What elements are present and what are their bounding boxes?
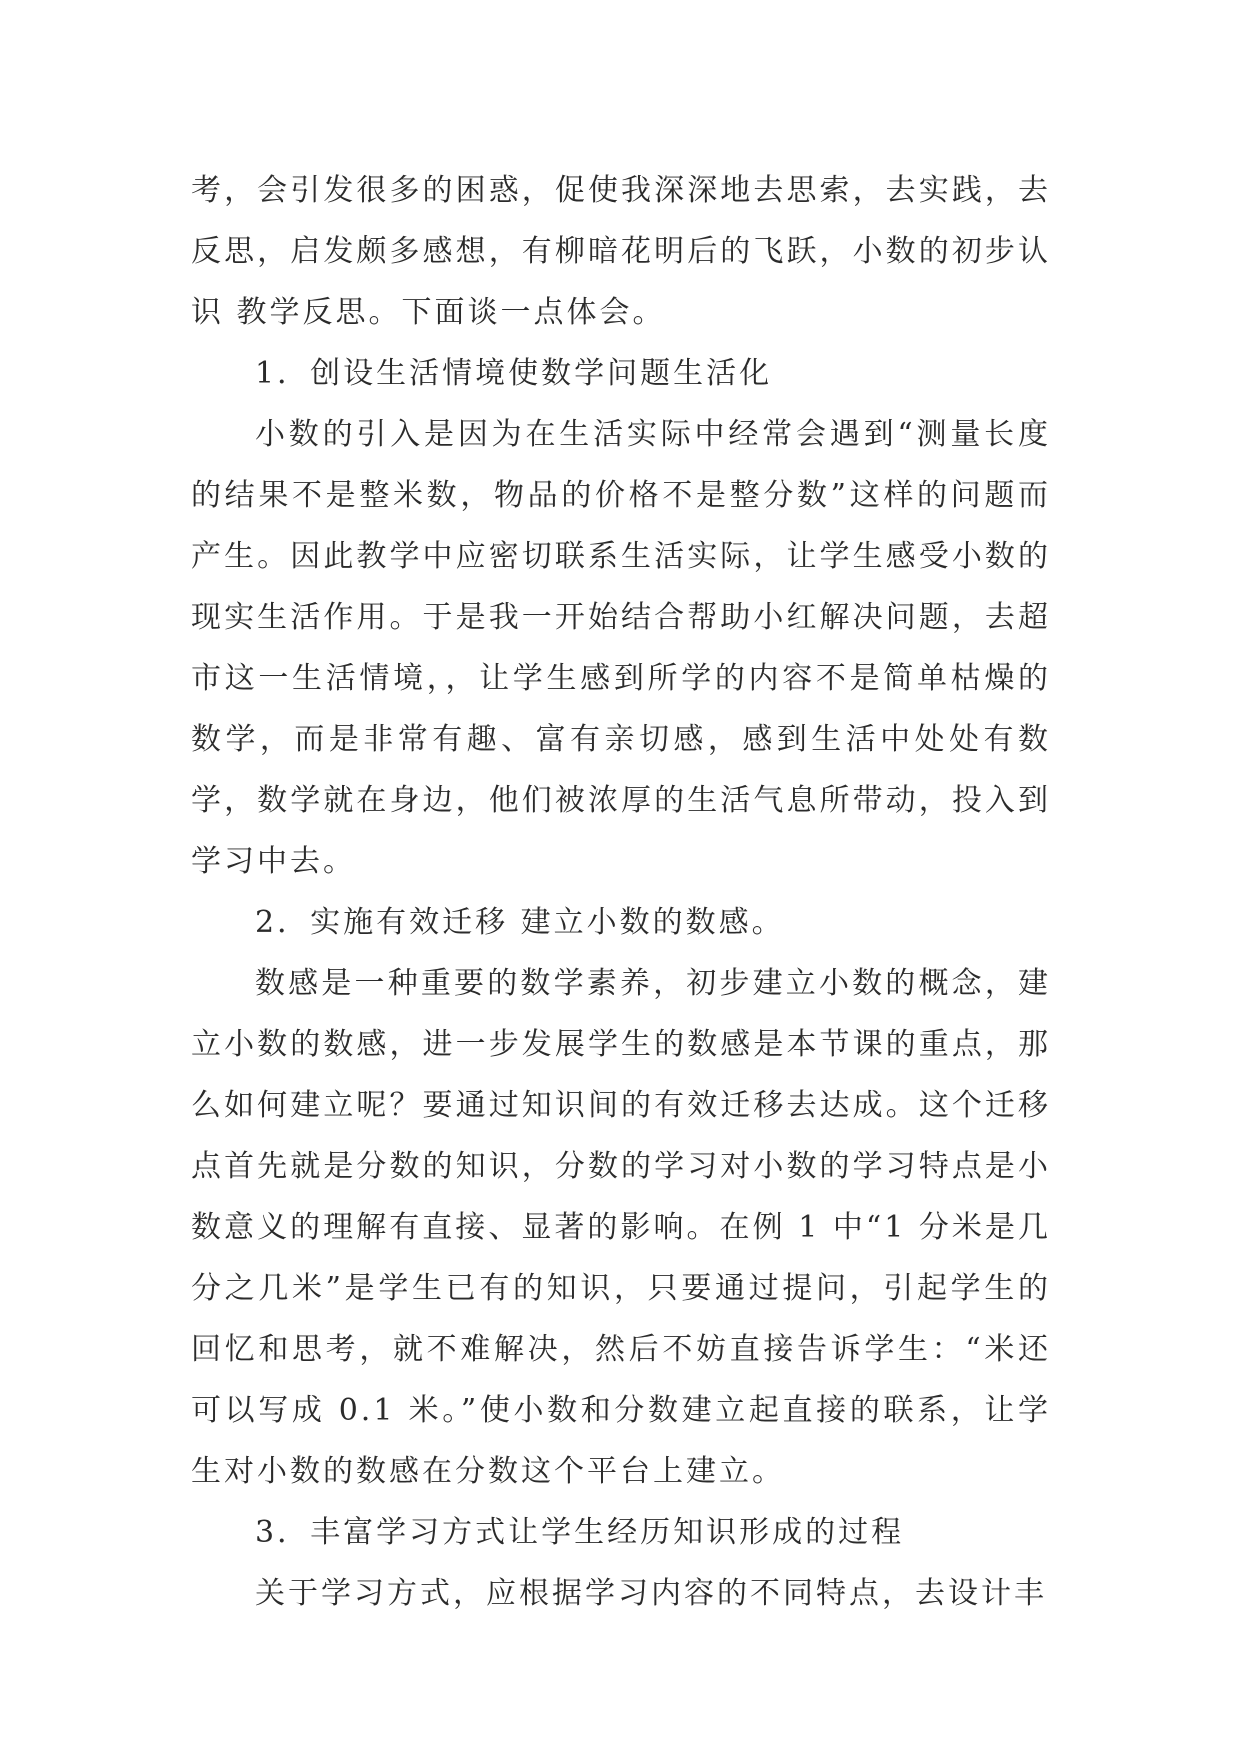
section-heading-1: 1．创设生活情境使数学问题生活化	[255, 356, 773, 391]
paragraph-learning-methods: 关于学习方式，应根据学习内容的不同特点，去设计丰	[255, 1576, 1047, 1611]
paragraph-life-context: 小数的引入是因为在生活实际中经常会遇到“测量长度的结果不是整米数，物品的价格不是整分数”这样的问题而产生。因此教学中应密切联系生活实际，让学生感受小数的现实生活作用。于是我一开始结合帮助小红解决问题，去超市这一生活情境，，让学生感到所学的内容不是简单枯燥的数学，而是非常有趣、富有亲切感，感到生活中处处有数学，数学就在身边，他们被浓厚的生活气息所带动，投入到学习中去。	[191, 417, 1051, 879]
document-body	[191, 160, 1051, 1624]
section-heading-2: 2．实施有效迁移 建立小数的数感。	[255, 905, 785, 940]
section-heading-3: 3．丰富学习方式让学生经历知识形成的过程	[255, 1515, 905, 1550]
paragraph-continued: 考，会引发很多的困惑，促使我深深地去思索，去实践，去反思，启发颇多感想，有柳暗花明后的飞跃，小数的初步认识 教学反思。下面谈一点体会。	[191, 173, 1051, 330]
paragraph-number-sense: 数感是一种重要的数学素养，初步建立小数的概念，建立小数的数感，进一步发展学生的数感是本节课的重点，那么如何建立呢？要通过知识间的有效迁移去达成。这个迁移点首先就是分数的知识，分数的学习对小数的学习特点是小数意义的理解有直接、显著的影响。在例 1 中“1 分米是几分之几米”是学生已有的知识，只要通过提问，引起学生的回忆和思考，就不难解决，然后不妨直接告诉学生：“米还可以写成 0.1 米。”使小数和分数建立起直接的联系，让学生对小数的数感在分数这个平台上建立。	[191, 966, 1051, 1489]
